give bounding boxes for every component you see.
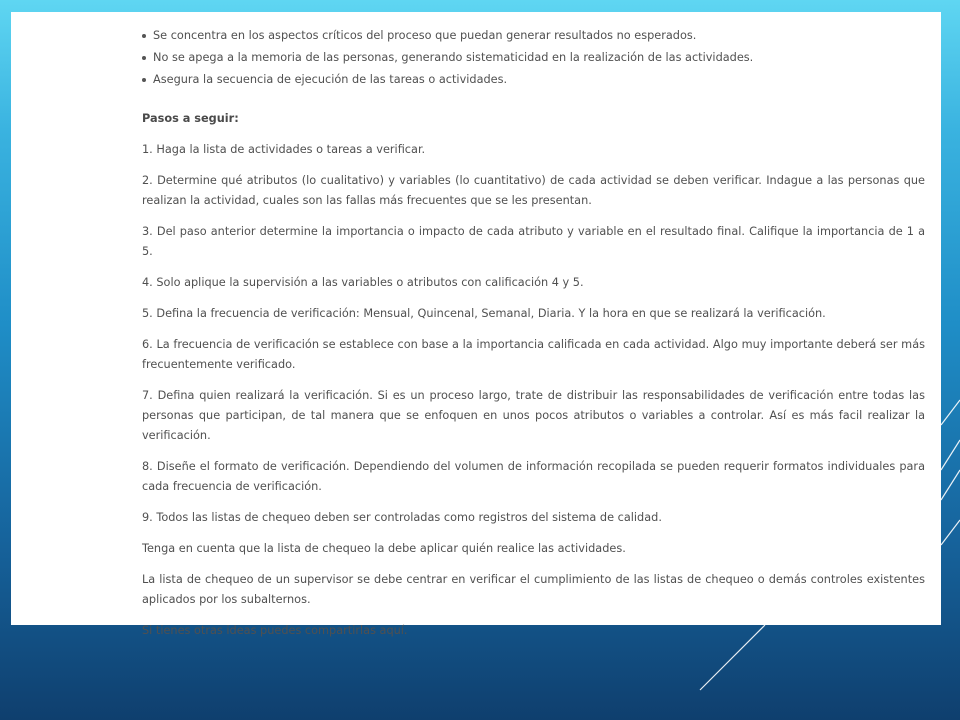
step-5: 5. Defina la frecuencia de verificación: Mensual, Quincenal, Semanal, Diaria. Y la hora en que se realizará la verificación.	[142, 307, 826, 320]
deco-line	[941, 400, 960, 425]
bullet-item: No se apega a la memoria de las personas, generando sistematicidad en la realización de las actividades.	[142, 48, 925, 68]
step-3: 3. Del paso anterior determine la importancia o impacto de cada atributo y variable en el resultado final. Califique la importancia de 1 a 5.	[142, 225, 925, 258]
deco-line	[941, 520, 960, 545]
deco-line	[941, 470, 960, 500]
step-9: 9. Todos las listas de chequeo deben ser controladas como registros del sistema de calidad.	[142, 511, 662, 524]
step-6: 6. La frecuencia de verificación se establece con base a la importancia calificada en cada actividad. Algo muy importante deberá ser más frecuentemente verificado.	[142, 338, 925, 371]
step-8: 8. Diseñe el formato de verificación. Dependiendo del volumen de información recopilada se pueden requerir formatos individuales para cada frecuencia de verificación.	[142, 460, 925, 493]
closing-paragraph: Si tienes otras ideas puedes compartirlas aquí.	[142, 624, 408, 637]
bullet-item: Se concentra en los aspectos críticos del proceso que puedan generar resultados no esperados.	[142, 26, 925, 46]
content-panel	[11, 12, 941, 637]
note-paragraph: Tenga en cuenta que la lista de chequeo la debe aplicar quién realice las actividades.	[142, 542, 626, 555]
step-4: 4. Solo aplique la supervisión a las variables o atributos con calificación 4 y 5.	[142, 276, 584, 289]
steps-heading: Pasos a seguir:	[142, 112, 239, 125]
supervisor-paragraph: La lista de chequeo de un supervisor se debe centrar en verificar el cumplimiento de las listas de chequeo o demás controles existentes aplicados por los subalternos.	[142, 573, 925, 606]
deco-line	[941, 440, 960, 470]
step-7: 7. Defina quien realizará la verificación. Si es un proceso largo, trate de distribuir las responsabilidades de verificación entre todas las personas que participan, de tal manera que se enfoquen en unos pocos atributos o variables a controlar. Así es más facil realizar la verificación.	[142, 389, 925, 442]
step-2: 2. Determine qué atributos (lo cualitativo) y variables (lo cuantitativo) de cada actividad se deben verificar. Indague a las personas que realizan la actividad, cuales son las fallas más frecuentes que se les presentan.	[142, 174, 925, 207]
bullet-item: Asegura la secuencia de ejecución de las tareas o actividades.	[142, 70, 925, 90]
bullet-list	[142, 26, 925, 90]
step-1: 1. Haga la lista de actividades o tareas a verificar.	[142, 143, 426, 156]
